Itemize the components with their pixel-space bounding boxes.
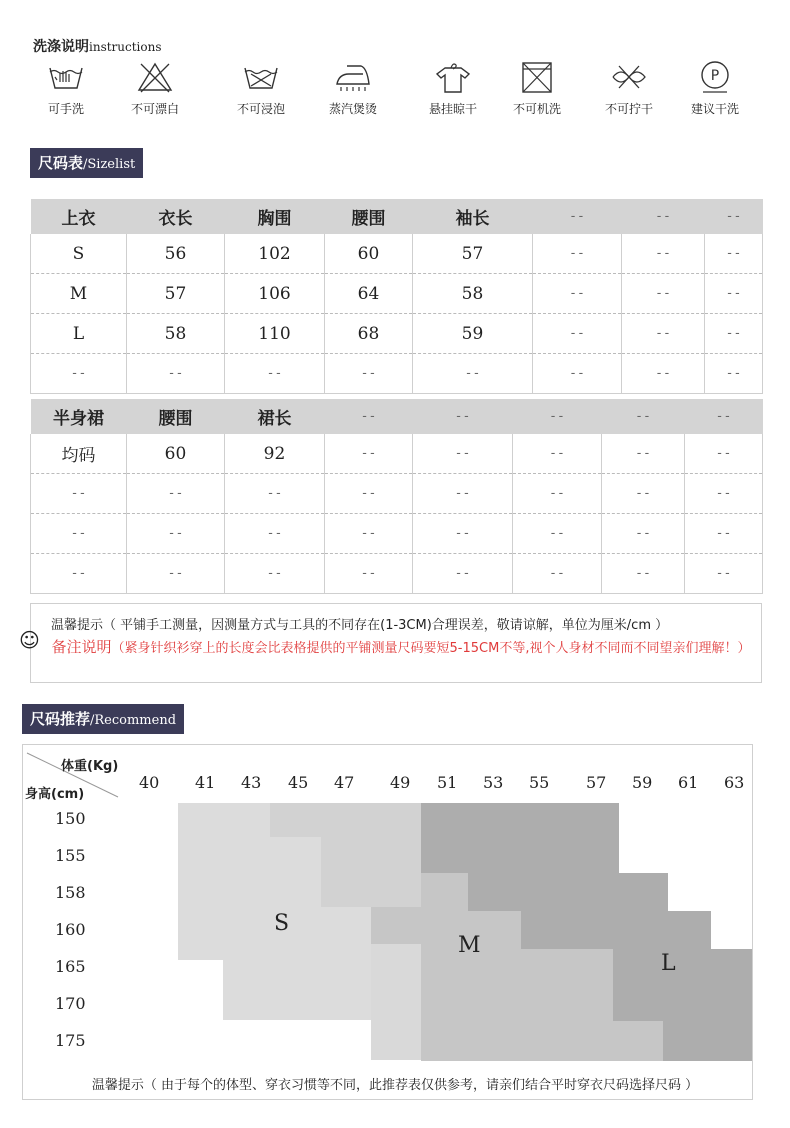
height-tick: 175 (55, 1031, 86, 1050)
no-soak-icon (241, 60, 281, 94)
care-item-no-bleach (115, 60, 195, 117)
care-label-steam-iron: 蒸汽煲烫 (328, 102, 377, 116)
table-cell: M (31, 274, 127, 314)
zone-m (421, 873, 468, 1061)
height-tick: 155 (55, 846, 86, 865)
skirt-size-table (30, 399, 763, 594)
table-cell: -- (685, 474, 763, 514)
zone-m (521, 949, 613, 1061)
height-tick: 170 (55, 994, 86, 1013)
zone-s (270, 837, 323, 960)
table-row (31, 514, 763, 554)
weight-tick: 63 (724, 773, 745, 792)
table-cell: -- (325, 474, 413, 514)
table-cell: -- (533, 234, 622, 274)
weight-tick: 61 (678, 773, 699, 792)
weight-tick: 57 (586, 773, 607, 792)
care-label-no-wring: 不可拧干 (604, 102, 653, 116)
weight-tick: 41 (195, 773, 216, 792)
top-table-header-row (31, 199, 763, 234)
weight-tick: 59 (632, 773, 653, 792)
zone-m-l (421, 803, 619, 873)
recommend-header (22, 704, 184, 734)
zone-m (613, 1021, 663, 1061)
table-cell: S (31, 234, 127, 274)
table-cell: -- (685, 554, 763, 594)
table-cell: 56 (127, 234, 225, 274)
table-cell: 均码 (31, 434, 127, 474)
weight-tick: 45 (288, 773, 309, 792)
care-label-hand-wash: 可手洗 (47, 102, 84, 116)
weight-tick: 43 (241, 773, 262, 792)
table-cell: -- (602, 474, 685, 514)
zone-s (321, 907, 371, 1020)
table-cell: -- (325, 554, 413, 594)
table-cell: 57 (413, 234, 533, 274)
table-cell: -- (513, 554, 602, 594)
table-cell: -- (622, 234, 705, 274)
weight-tick: 53 (483, 773, 504, 792)
table-cell: -- (602, 554, 685, 594)
table-cell: -- (705, 274, 763, 314)
table-cell: 106 (225, 274, 325, 314)
sizelist-title-cn: 尺码表 (38, 154, 84, 172)
table-cell: -- (127, 554, 225, 594)
table-cell: -- (413, 474, 513, 514)
care-item-steam-iron (313, 60, 393, 117)
weight-tick: 40 (139, 773, 160, 792)
care-item-dry-clean (675, 60, 755, 117)
zone-m (321, 837, 421, 907)
care-label-hang-dry: 悬挂晾干 (428, 102, 477, 116)
care-item-hand-wash (26, 60, 106, 117)
table-cell: 102 (225, 234, 325, 274)
header-cell: 裙长 (225, 399, 325, 434)
table-cell: -- (31, 514, 127, 554)
top-size-table (30, 199, 763, 394)
header-cell: 胸围 (225, 199, 325, 234)
care-label-no-soak: 不可浸泡 (236, 102, 285, 116)
table-cell: -- (413, 354, 533, 394)
no-wring-icon (609, 60, 649, 94)
table-cell: -- (127, 354, 225, 394)
table-cell: -- (325, 434, 413, 474)
zone-m (371, 944, 421, 1060)
header-cell: -- (413, 399, 513, 434)
table-cell: -- (31, 354, 127, 394)
height-axis-label: 身高(cm) (25, 787, 85, 802)
care-label-dry-clean: 建议干洗 (690, 102, 739, 116)
table-cell: 92 (225, 434, 325, 474)
care-title-cn: 洗涤说明 (33, 39, 89, 55)
table-cell: 110 (225, 314, 325, 354)
steam-iron-icon (333, 60, 373, 94)
height-tick: 150 (55, 809, 86, 828)
header-cell: -- (685, 399, 763, 434)
table-row (31, 234, 763, 274)
zone-s (178, 803, 270, 960)
care-title (33, 36, 162, 56)
table-cell: -- (685, 434, 763, 474)
table-cell: 57 (127, 274, 225, 314)
care-label-no-machine-wash: 不可机洗 (512, 102, 561, 116)
smile-icon: ☺ (19, 628, 40, 652)
sizelist-header (30, 148, 143, 178)
table-row (31, 354, 763, 394)
header-cell: -- (513, 399, 602, 434)
hang-dry-icon (433, 60, 473, 94)
table-cell: -- (705, 314, 763, 354)
table-cell: -- (225, 514, 325, 554)
weight-axis-label: 体重(Kg) (61, 759, 119, 774)
notice-line-2 (51, 637, 751, 659)
table-cell: -- (622, 354, 705, 394)
table-row (31, 274, 763, 314)
care-label-no-bleach: 不可漂白 (130, 102, 179, 116)
table-cell: -- (31, 474, 127, 514)
table-cell: -- (513, 514, 602, 554)
zone-s-m (270, 803, 421, 837)
size-recommend-chart (22, 744, 753, 1100)
table-cell: 64 (325, 274, 413, 314)
zone-s (223, 960, 321, 1020)
care-item-no-machine-wash (497, 60, 577, 117)
recommend-note: 温馨提示（ 由于每个的体型、穿衣习惯等不同，此推荐表仅供参考，请亲们结合平时穿衣尺码选择尺码 ） (91, 1078, 699, 1093)
table-cell: -- (325, 514, 413, 554)
care-item-no-wring (589, 60, 669, 117)
height-tick: 158 (55, 883, 86, 902)
notice-remark-label: 备注说明 (51, 638, 112, 656)
table-cell: 58 (413, 274, 533, 314)
table-cell: -- (413, 554, 513, 594)
table-cell: 68 (325, 314, 413, 354)
table-cell: -- (685, 514, 763, 554)
header-cell: 腰围 (127, 399, 225, 434)
table-cell: -- (413, 434, 513, 474)
table-cell: -- (705, 354, 763, 394)
recommend-title-cn: 尺码推荐 (30, 710, 91, 728)
height-tick: 165 (55, 957, 86, 976)
table-cell: -- (513, 434, 602, 474)
table-cell: -- (533, 354, 622, 394)
table-row (31, 434, 763, 474)
weight-tick: 55 (529, 773, 550, 792)
table-cell: -- (31, 554, 127, 594)
table-cell: -- (127, 514, 225, 554)
header-cell: -- (533, 199, 622, 234)
weight-tick: 51 (437, 773, 458, 792)
table-cell: -- (602, 434, 685, 474)
table-cell: 59 (413, 314, 533, 354)
size-label-s: S (274, 911, 290, 936)
weight-tick: 49 (390, 773, 411, 792)
table-cell: -- (622, 274, 705, 314)
table-row (31, 314, 763, 354)
no-machine-wash-icon (517, 60, 557, 94)
care-item-hang-dry (413, 60, 493, 117)
table-cell: -- (127, 474, 225, 514)
size-label-m: M (458, 933, 481, 958)
table-cell: 60 (325, 234, 413, 274)
header-cell: 腰围 (325, 199, 413, 234)
header-cell: 半身裙 (31, 399, 127, 434)
care-item-no-soak (221, 60, 301, 117)
sizelist-title-en: /Sizelist (83, 157, 136, 172)
header-cell: -- (705, 199, 763, 234)
zone-m (371, 907, 421, 944)
header-cell: -- (622, 199, 705, 234)
table-cell: -- (602, 514, 685, 554)
table-cell: -- (533, 314, 622, 354)
header-cell: 上衣 (31, 199, 127, 234)
recommend-title-en: /Recommend (90, 713, 177, 728)
header-cell: -- (602, 399, 685, 434)
table-cell: -- (225, 554, 325, 594)
zone-l (521, 911, 711, 949)
table-cell: -- (622, 314, 705, 354)
measurement-notice (30, 603, 762, 683)
dry-clean-icon (695, 60, 735, 94)
table-cell: L (31, 314, 127, 354)
header-cell: 衣长 (127, 199, 225, 234)
header-cell: 袖长 (413, 199, 533, 234)
table-cell: -- (513, 474, 602, 514)
notice-remark-text: （紧身针织衫穿上的长度会比表格提供的平铺测量尺码要短5-15CM不等,视个人身材不同而不同望亲们理解！） (111, 641, 751, 656)
zone-l (468, 873, 668, 911)
table-cell: -- (413, 514, 513, 554)
table-row (31, 474, 763, 514)
table-cell: -- (225, 354, 325, 394)
notice-line-1: 温馨提示（ 平铺手工测量，因测量方式与工具的不同存在(1-3CM)合理误差，敬请谅解，单位为厘米/cm ） (51, 618, 669, 633)
care-title-en: instructions (89, 40, 162, 54)
weight-tick: 47 (334, 773, 355, 792)
svg-text:P: P (710, 68, 720, 84)
no-bleach-icon (135, 60, 175, 94)
size-label-l: L (661, 951, 676, 976)
skirt-table-header-row (31, 399, 763, 434)
table-cell: -- (325, 354, 413, 394)
table-cell: -- (225, 474, 325, 514)
header-cell: -- (325, 399, 413, 434)
table-row (31, 554, 763, 594)
table-cell: 60 (127, 434, 225, 474)
table-cell: 58 (127, 314, 225, 354)
hand-wash-icon (46, 60, 86, 94)
table-cell: -- (533, 274, 622, 314)
height-tick: 160 (55, 920, 86, 939)
table-cell: -- (705, 234, 763, 274)
